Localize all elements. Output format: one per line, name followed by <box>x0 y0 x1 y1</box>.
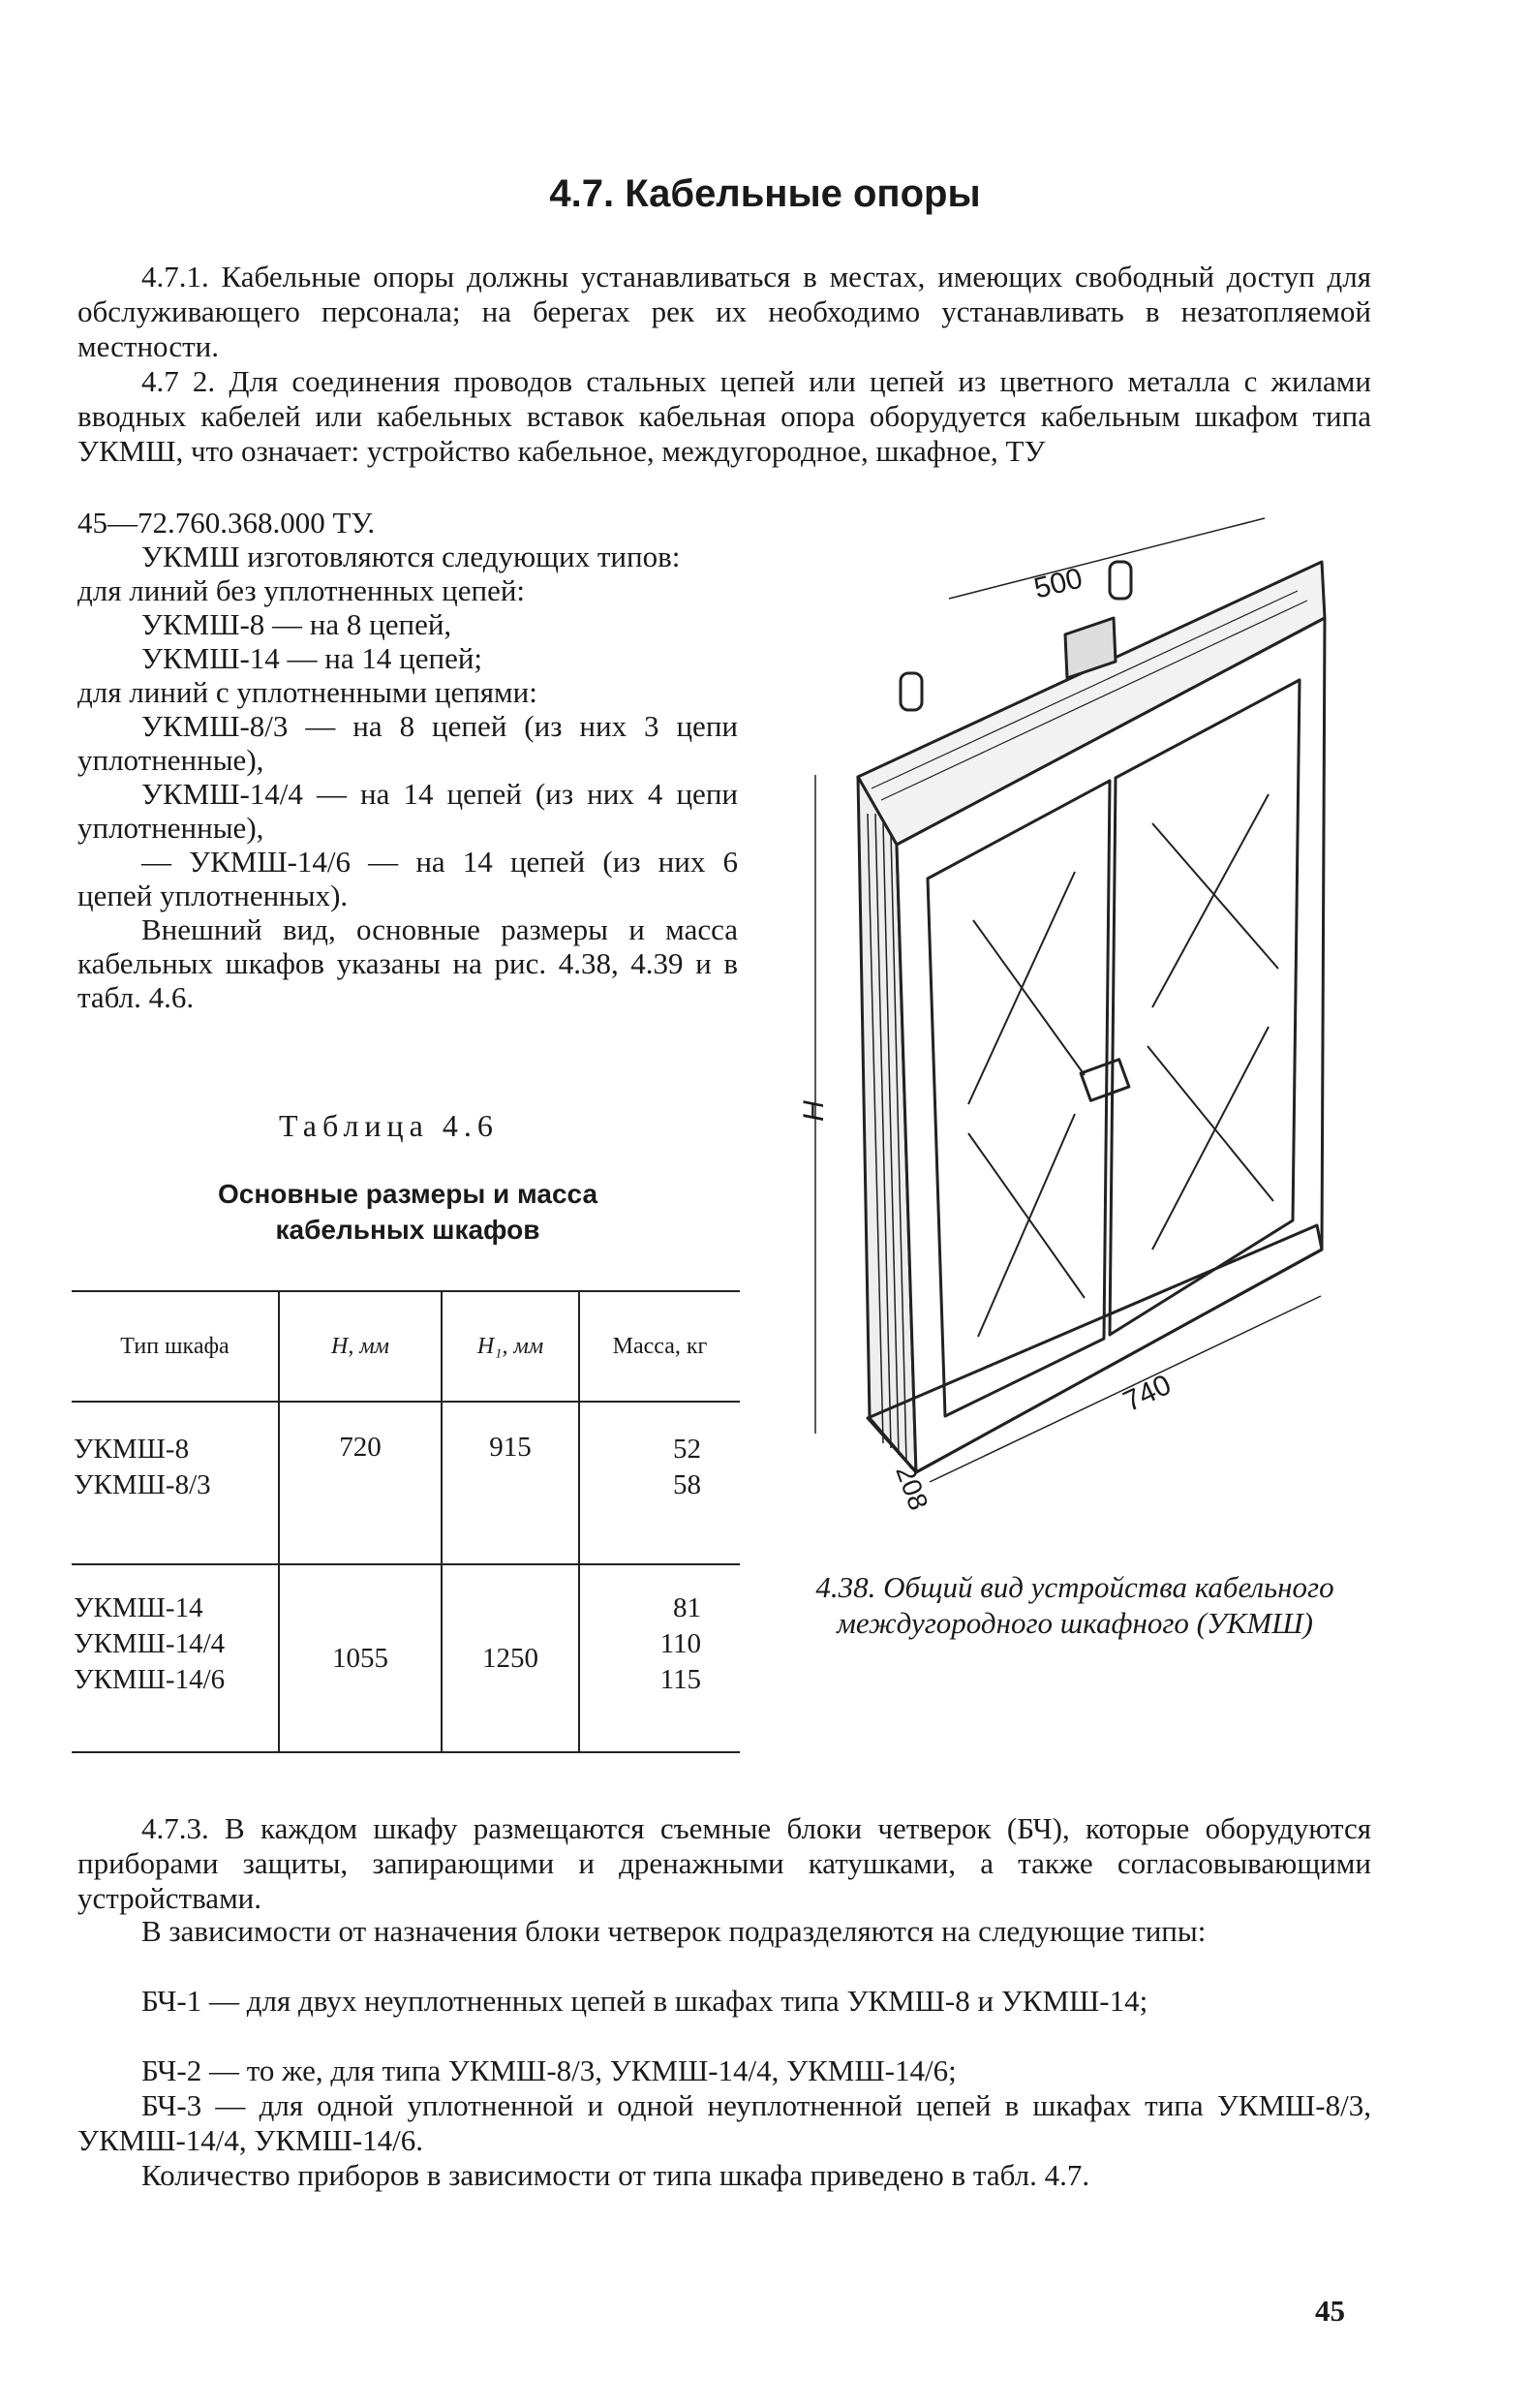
paragraph-4-7-3: 4.7.3. В каждом шкафу размещаются съемные блоки четверок (БЧ), которые оборудуются приборами защиты, запирающими и дренажными катушками, а также согласовывающими устройствами. <box>77 1811 1371 1915</box>
table-caption: Таблица 4.6 <box>279 1108 499 1143</box>
paragraph-4-7-1: 4.7.1. Кабельные опоры должны устанавливаться в местах, имеющих свободный доступ для обслуживающего персонала; на берегах рек их необходимо устанавливать в незатопляемой местности. <box>77 260 1371 363</box>
dimension-500: 500 <box>1030 562 1086 605</box>
figure-caption: 4.38. Общий вид устройства кабельного междугородного шкафного (УКМШ) <box>815 1570 1334 1640</box>
paragraph-4-7-2: 4.7 2. Для соединения проводов стальных цепей или цепей из цветного металла с жилами вводных кабелей или кабельных вставок кабельная опора оборудуется кабельным шкафом типа УКМШ, что означает: устройство кабельное, междугородное, шкафное, ТУ <box>77 364 1371 468</box>
paragraph-types: В зависимости от назначения блоки четверок подразделяются на следующие типы: <box>141 1914 1207 1948</box>
header-type: Тип шкафа <box>72 1292 279 1402</box>
dimension-740: 740 <box>1118 1369 1177 1419</box>
cell-h: 720 <box>279 1402 442 1564</box>
lug <box>1110 562 1131 599</box>
paragraph-count: Количество приборов в зависимости от типа шкафа приведено в табл. 4.7. <box>141 2158 1090 2192</box>
lug <box>901 673 922 710</box>
cell-mass: 81 110 115 <box>659 1592 701 1695</box>
cell-h1: 1250 <box>442 1564 579 1751</box>
paragraph-4-7-2-tail: 45—72.760.368.000 ТУ. <box>77 506 376 540</box>
table-title-line-1: Основные размеры и масса <box>217 1179 598 1209</box>
dimension-208: 208 <box>890 1461 934 1515</box>
spec-table <box>72 1290 740 1753</box>
paragraph-bch-1: БЧ-1 — для двух неуплотненных цепей в шкафах типа УКМШ-8 и УКМШ-14; <box>141 1984 1148 2018</box>
header-mass: Масса, кг <box>612 1333 708 1359</box>
table-row <box>72 1564 740 1751</box>
external-view-text: Внешний вид, основные размеры и масса кабельных шкафов указаны на рис. 4.38, 4.39 и в табл. 4.6. <box>77 912 738 1014</box>
header-h1: H₁, мм <box>442 1292 579 1402</box>
table-title <box>77 1176 738 1248</box>
type-ukmsh-8-3: УКМШ-8/3 — на 8 цепей (из них 3 цепи уплотненные), <box>77 709 738 777</box>
type-ukmsh-14: УКМШ-14 — на 14 цепей; <box>141 641 483 675</box>
types-intro: УКМШ изготовляются следующих типов: <box>141 540 681 573</box>
cell-types: УКМШ-8 УКМШ-8/3 <box>72 1402 279 1564</box>
dimension-h: H <box>797 1100 830 1122</box>
type-ukmsh-14-6: — УКМШ-14/6 — на 14 цепей (из них 6 цепей уплотненных). <box>77 845 738 912</box>
paragraph-bch-3: БЧ-3 — для одной уплотненной и одной неуплотненной цепей в шкафах типа УКМШ-8/3, УКМШ-14/4, УКМШ-14/6. <box>77 2088 1371 2157</box>
cell-types: УКМШ-14 УКМШ-14/4 УКМШ-14/6 <box>72 1564 279 1751</box>
type-ukmsh-8: УКМШ-8 — на 8 цепей, <box>141 607 452 641</box>
types-column <box>77 506 738 1014</box>
page-number: 45 <box>1315 2294 1345 2328</box>
cabinet-figure <box>775 504 1356 1521</box>
types-group-1: для линий без уплотненных цепей: <box>77 573 526 607</box>
cell-h1: 915 <box>442 1402 579 1564</box>
cell-h: 1055 <box>279 1564 442 1751</box>
table-row <box>72 1402 740 1564</box>
section-title: 4.7. Кабельные опоры <box>549 172 981 215</box>
type-ukmsh-14-4: УКМШ-14/4 — на 14 цепей (из них 4 цепи уплотненные), <box>77 777 738 845</box>
cell-mass: 52 58 <box>673 1434 701 1500</box>
table-title-line-2: кабельных шкафов <box>275 1215 540 1245</box>
types-group-2: для линий с уплотненными цепями: <box>77 675 537 709</box>
paragraph-bch-2: БЧ-2 — то же, для типа УКМШ-8/3, УКМШ-14/4, УКМШ-14/6; <box>141 2053 957 2087</box>
header-h: H, мм <box>279 1292 442 1402</box>
dimension-line-500 <box>949 518 1265 599</box>
